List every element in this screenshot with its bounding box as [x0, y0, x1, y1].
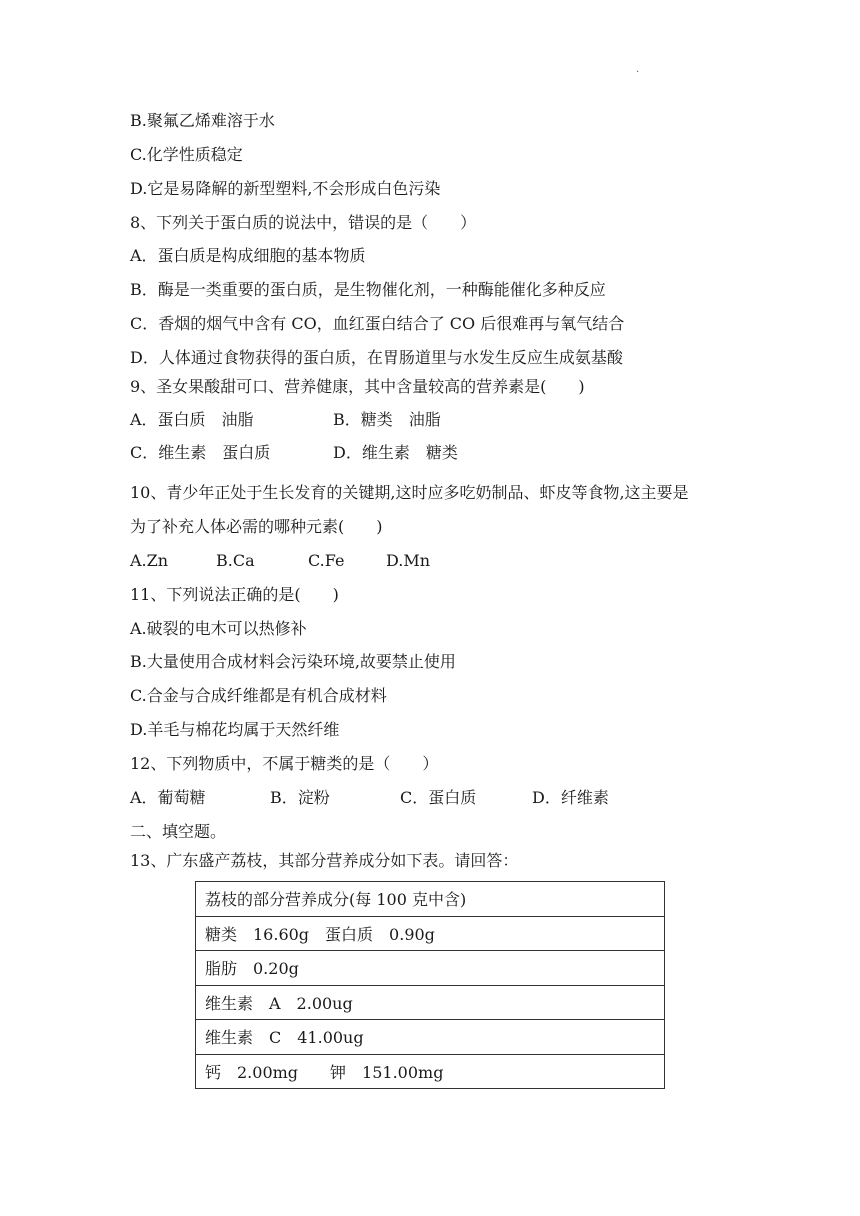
table-row	[196, 916, 665, 951]
q10-option-a: A.Zn	[130, 551, 169, 570]
section-title-fill-in: 二、填空题。	[130, 822, 227, 841]
q8-option-a: A．蛋白质是构成细胞的基本物质	[130, 246, 366, 265]
q10-options	[130, 550, 430, 572]
table-row	[196, 1020, 665, 1055]
q9-option-b: B．糖类 油脂	[333, 410, 441, 429]
table-row	[196, 882, 665, 917]
q9-option-c: C．维生素 蛋白质	[130, 443, 271, 462]
table-cell: 维生素 C 41.00ug	[196, 1020, 665, 1055]
q9-options-row2	[130, 442, 458, 464]
table-row	[196, 951, 665, 986]
q11-option-d: D.羊毛与棉花均属于天然纤维	[130, 720, 340, 739]
q10-option-b: B.Ca	[216, 551, 255, 570]
q11-stem: 11、下列说法正确的是( )	[130, 585, 339, 604]
q12-option-a: A．葡萄糖	[130, 788, 206, 807]
q9-stem: 9、圣女果酸甜可口、营养健康，其中含量较高的营养素是( )	[130, 377, 585, 396]
header-dot: .	[636, 64, 640, 75]
table-cell: 脂肪 0.20g	[196, 951, 665, 986]
table-caption-cell: 荔枝的部分营养成分(每 100 克中含)	[196, 882, 665, 917]
q10-option-c: C.Fe	[308, 551, 345, 570]
table-cell: 糖类 16.60g 蛋白质 0.90g	[196, 916, 665, 951]
q12-option-c: C．蛋白质	[400, 788, 477, 807]
q8-stem: 8、下列关于蛋白质的说法中，错误的是（ ）	[130, 213, 477, 232]
q10-stem-line2: 为了补充人体必需的哪种元素( )	[130, 517, 383, 536]
q12-stem: 12、下列物质中，不属于糖类的是（ ）	[130, 754, 439, 773]
q11-option-b: B.大量使用合成材料会污染环境,故要禁止使用	[130, 652, 456, 671]
q9-option-a: A．蛋白质 油脂	[130, 410, 254, 429]
table-cell: 钙 2.00mg 钾 151.00mg	[196, 1054, 665, 1089]
q9-option-d: D．维生素 糖类	[333, 443, 458, 462]
q10-stem-line1: 10、青少年正处于生长发育的关键期,这时应多吃奶制品、虾皮等食物,这主要是	[130, 483, 689, 502]
q12-option-b: B．淀粉	[270, 788, 330, 807]
q13-stem: 13、广东盛产荔枝，其部分营养成分如下表。请回答：	[130, 851, 519, 870]
nutrition-table	[195, 881, 665, 1089]
q7-option-d: D.它是易降解的新型塑料,不会形成白色污染	[130, 179, 441, 198]
q8-option-c: C．香烟的烟气中含有 CO，血红蛋白结合了 CO 后很难再与氧气结合	[130, 314, 625, 333]
q11-option-c: C.合金与合成纤维都是有机合成材料	[130, 686, 387, 705]
table-cell: 维生素 A 2.00ug	[196, 985, 665, 1020]
table-row	[196, 985, 665, 1020]
q7-option-c: C.化学性质稳定	[130, 145, 243, 164]
q8-option-b: B．酶是一类重要的蛋白质，是生物催化剂，一种酶能催化多种反应	[130, 280, 606, 299]
q12-options	[130, 787, 609, 809]
table-row	[196, 1054, 665, 1089]
q7-option-b: B.聚氟乙烯难溶于水	[130, 111, 275, 130]
q8-option-d: D．人体通过食物获得的蛋白质，在胃肠道里与水发生反应生成氨基酸	[130, 348, 623, 367]
q10-option-d: D.Mn	[386, 551, 431, 570]
q9-options-row1	[130, 409, 441, 431]
q11-option-a: A.破裂的电木可以热修补	[130, 619, 307, 638]
q12-option-d: D．纤维素	[532, 788, 609, 807]
